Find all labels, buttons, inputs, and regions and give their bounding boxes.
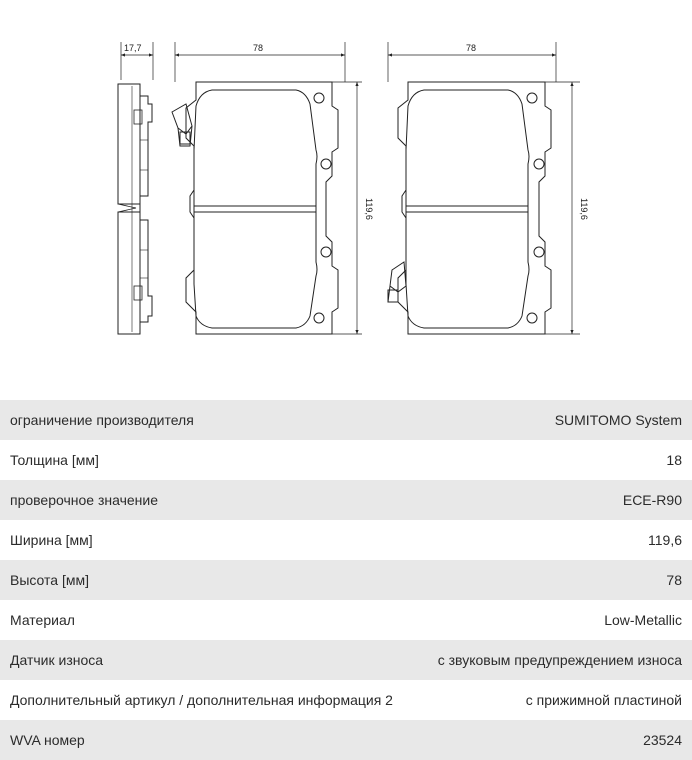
- front-view-2: [388, 42, 580, 334]
- spec-label: проверочное значение: [10, 492, 159, 508]
- spec-row: [0, 480, 692, 520]
- spec-value: Low-Metallic: [604, 612, 682, 628]
- spec-label: Толщина [мм]: [10, 452, 99, 468]
- spec-value: ECE-R90: [622, 492, 682, 508]
- spec-row: [0, 400, 692, 440]
- side-view: [118, 42, 153, 334]
- front-view-1: [172, 42, 362, 334]
- spec-value: 18: [666, 452, 682, 468]
- spec-value: 78: [666, 572, 682, 588]
- spec-value: 23524: [643, 732, 682, 748]
- thickness-dimension-label: 17,7: [124, 43, 142, 53]
- height-dimension-label-1: 119,6: [364, 198, 374, 220]
- spec-row: [0, 440, 692, 480]
- height-dimension-label-2: 119,6: [579, 198, 589, 220]
- spec-label: Высота [мм]: [10, 572, 89, 588]
- spec-label: Материал: [10, 612, 75, 628]
- spec-label: WVA номер: [10, 732, 85, 748]
- spec-value: SUMITOMO System: [554, 412, 682, 428]
- spec-label: Датчик износа: [10, 652, 104, 668]
- width-dimension-label-1: 78: [253, 43, 264, 53]
- spec-value: с прижимной пластиной: [525, 692, 682, 708]
- spec-label: ограничение производителя: [10, 412, 194, 428]
- spec-value: с звуковым предупреждением износа: [437, 652, 682, 668]
- spec-row: [0, 560, 692, 600]
- spec-value: 119,6: [648, 532, 682, 548]
- width-dimension-label-2: 78: [466, 43, 477, 53]
- spec-label: Ширина [мм]: [10, 532, 93, 548]
- spec-row: [0, 640, 692, 680]
- spec-row: [0, 600, 692, 640]
- spec-row: [0, 520, 692, 560]
- spec-row: [0, 720, 692, 760]
- spec-row: [0, 680, 692, 720]
- spec-label: Дополнительный артикул / дополнительная информация 2: [10, 692, 393, 708]
- specifications-table: [0, 400, 692, 760]
